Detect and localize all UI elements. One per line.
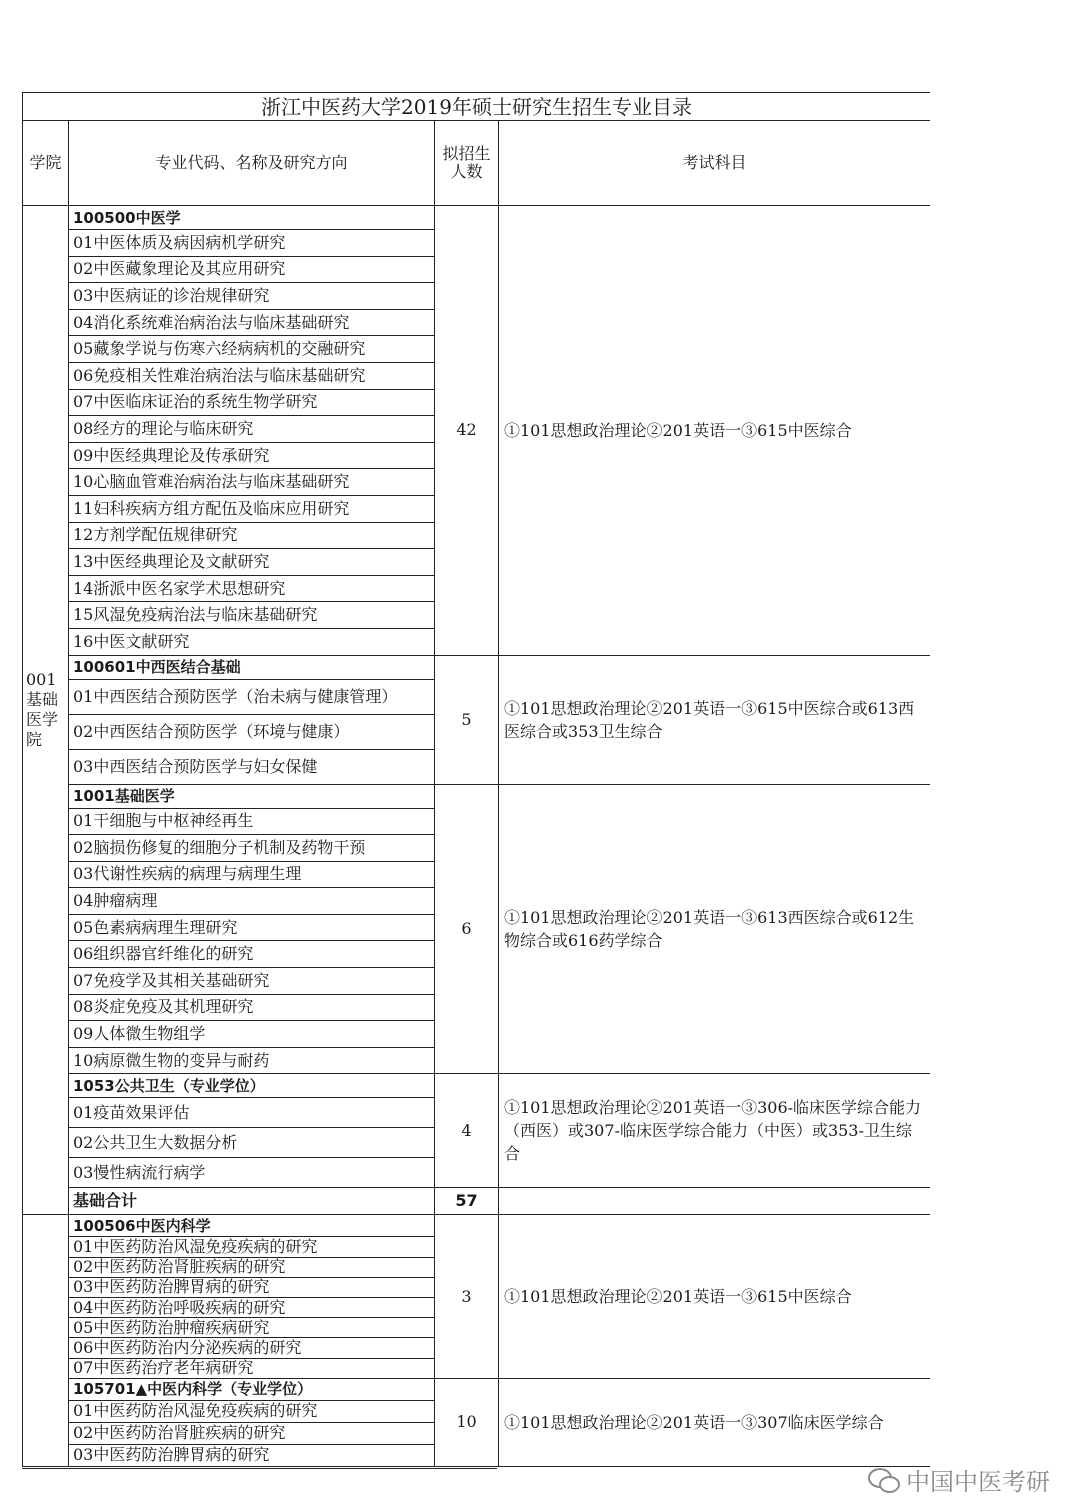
exam-subjects: ①101思想政治理论②201英语一③613西医综合或612生物综合或616药学综合	[499, 784, 931, 1074]
table-bottom-line	[22, 1468, 497, 1469]
table-row	[23, 1215, 931, 1237]
research-direction: 06中医药防治内分泌疾病的研究	[69, 1338, 435, 1358]
dept-cell: 001基础医学院	[23, 206, 69, 1215]
enrollment-count: 10	[435, 1378, 499, 1466]
research-direction: 03中西医结合预防医学与妇女保健	[69, 749, 435, 784]
research-direction: 04中医药防治呼吸疾病的研究	[69, 1298, 435, 1318]
enrollment-count: 4	[435, 1074, 499, 1188]
enrollment-count: 5	[435, 655, 499, 784]
research-direction: 05中医药防治肿瘤疾病研究	[69, 1318, 435, 1338]
exam-subjects: ①101思想政治理论②201英语一③306-临床医学综合能力（西医）或307-临床医学综合能力（中医）或353-卫生综合	[499, 1074, 931, 1188]
research-direction: 12方剂学配伍规律研究	[69, 522, 435, 549]
header-dept: 学院	[23, 121, 69, 206]
research-direction: 09人体微生物组学	[69, 1021, 435, 1048]
research-direction: 08炎症免疫及其机理研究	[69, 994, 435, 1021]
major-name: 105701▲中医内科学（专业学位）	[69, 1378, 435, 1400]
enrollment-count: 6	[435, 784, 499, 1074]
major-name: 100601中西医结合基础	[69, 655, 435, 679]
total-row	[23, 1188, 931, 1215]
research-direction: 11妇科疾病方组方配伍及临床应用研究	[69, 495, 435, 522]
research-direction: 02中医药防治肾脏疾病的研究	[69, 1257, 435, 1277]
research-direction: 02中医药防治肾脏疾病的研究	[69, 1422, 435, 1444]
table-row	[23, 784, 931, 808]
research-direction: 01干细胞与中枢神经再生	[69, 808, 435, 835]
wechat-icon	[868, 1466, 900, 1494]
total-count: 57	[435, 1188, 499, 1215]
research-direction: 07免疫学及其相关基础研究	[69, 968, 435, 995]
research-direction: 01疫苗效果评估	[69, 1098, 435, 1128]
page-title: 浙江中医药大学2019年硕士研究生招生专业目录	[23, 93, 931, 121]
table-row	[23, 655, 931, 679]
exam-subjects: ①101思想政治理论②201英语一③615中医综合	[499, 206, 931, 656]
research-direction: 13中医经典理论及文献研究	[69, 549, 435, 576]
table-row	[23, 1074, 931, 1098]
exam-subjects: ①101思想政治理论②201英语一③615中医综合	[499, 1215, 931, 1378]
research-direction: 10心脑血管难治病治法与临床基础研究	[69, 469, 435, 496]
enrollment-count: 42	[435, 206, 499, 656]
research-direction: 02公共卫生大数据分析	[69, 1128, 435, 1158]
total-label: 基础合计	[69, 1188, 435, 1215]
catalog-table	[22, 92, 930, 1467]
dept-cell	[23, 1215, 69, 1466]
research-direction: 16中医文献研究	[69, 628, 435, 655]
exam-subjects: ①101思想政治理论②201英语一③615中医综合或613西医综合或353卫生综合	[499, 655, 931, 784]
research-direction: 07中医临床证治的系统生物学研究	[69, 389, 435, 416]
research-direction: 01中医药防治风湿免疫疾病的研究	[69, 1237, 435, 1257]
research-direction: 01中医体质及病因病机学研究	[69, 230, 435, 257]
total-exam-empty	[499, 1188, 931, 1215]
header-exam: 考试科目	[499, 121, 931, 206]
research-direction: 15风湿免疫病治法与临床基础研究	[69, 602, 435, 629]
research-direction: 03中医药防治脾胃病的研究	[69, 1277, 435, 1297]
research-direction: 06免疫相关性难治病治法与临床基础研究	[69, 362, 435, 389]
watermark-text: 中国中医考研	[906, 1468, 1050, 1496]
header-major: 专业代码、名称及研究方向	[69, 121, 435, 206]
research-direction: 14浙派中医名家学术思想研究	[69, 575, 435, 602]
major-name: 1053公共卫生（专业学位）	[69, 1074, 435, 1098]
research-direction: 04消化系统难治病治法与临床基础研究	[69, 309, 435, 336]
research-direction: 03慢性病流行病学	[69, 1158, 435, 1188]
major-name: 100506中医内科学	[69, 1215, 435, 1237]
research-direction: 10病原微生物的变异与耐药	[69, 1047, 435, 1074]
research-direction: 06组织器官纤维化的研究	[69, 941, 435, 968]
research-direction: 05藏象学说与伤寒六经病病机的交融研究	[69, 336, 435, 363]
research-direction: 05色素病病理生理研究	[69, 914, 435, 941]
research-direction: 03中医病证的诊治规律研究	[69, 283, 435, 310]
catalog-frame	[22, 92, 930, 1468]
research-direction: 02中西医结合预防医学（环境与健康）	[69, 714, 435, 749]
enrollment-count: 3	[435, 1215, 499, 1378]
research-direction: 02脑损伤修复的细胞分子机制及药物干预	[69, 835, 435, 862]
major-name: 1001基础医学	[69, 784, 435, 808]
research-direction: 08经方的理论与临床研究	[69, 416, 435, 443]
research-direction: 01中医药防治风湿免疫疾病的研究	[69, 1400, 435, 1422]
research-direction: 04肿瘤病理	[69, 888, 435, 915]
research-direction: 07中医药治疗老年病研究	[69, 1358, 435, 1378]
research-direction: 03代谢性疾病的病理与病理生理	[69, 861, 435, 888]
table-row	[23, 206, 931, 230]
research-direction: 02中医藏象理论及其应用研究	[69, 256, 435, 283]
research-direction: 03中医药防治脾胃病的研究	[69, 1444, 435, 1466]
research-direction: 09中医经典理论及传承研究	[69, 442, 435, 469]
exam-subjects: ①101思想政治理论②201英语一③307临床医学综合	[499, 1378, 931, 1466]
header-count: 拟招生人数	[435, 121, 499, 206]
research-direction: 01中西医结合预防医学（治未病与健康管理）	[69, 679, 435, 714]
table-row	[23, 1378, 931, 1400]
major-name: 100500中医学	[69, 206, 435, 230]
